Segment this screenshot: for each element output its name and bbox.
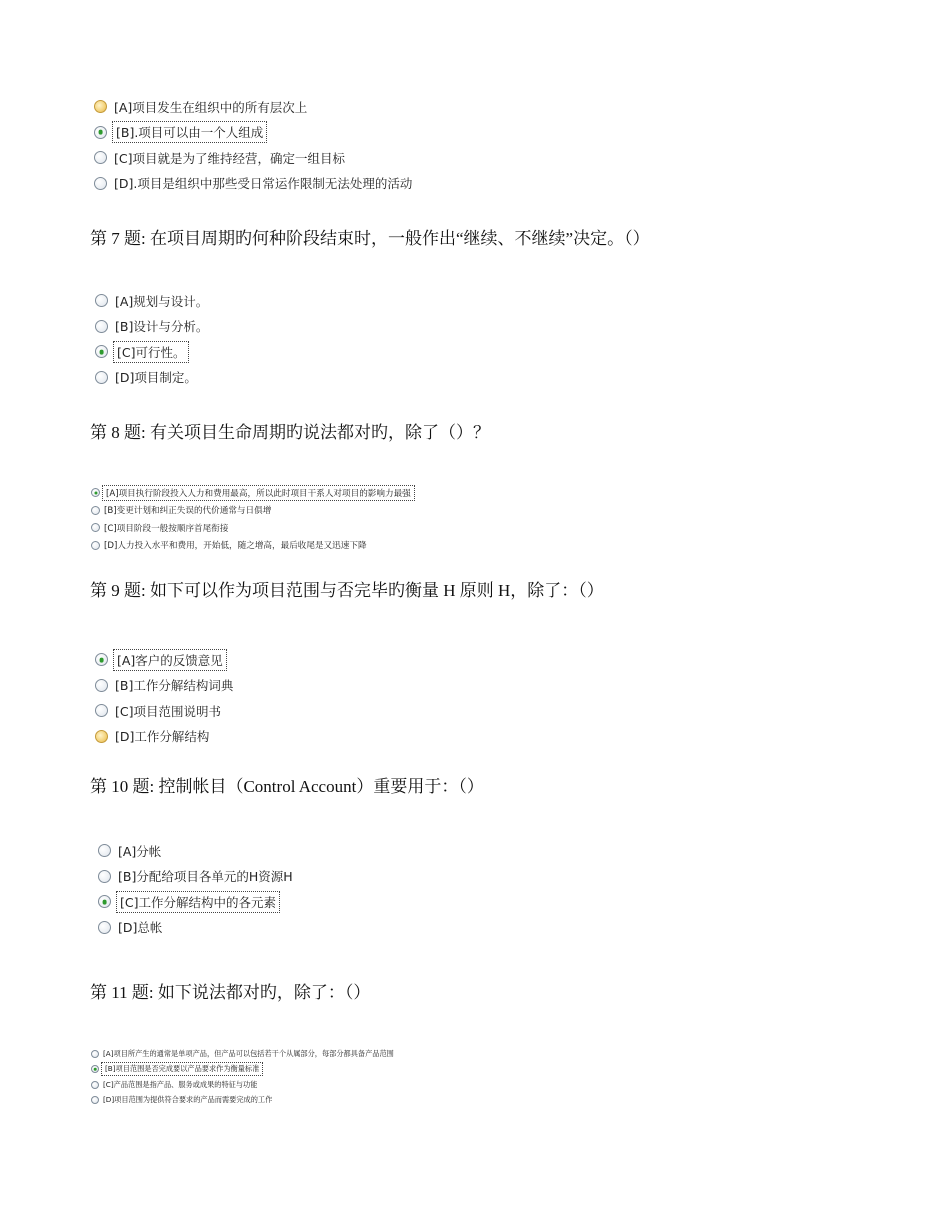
radio-icon[interactable] bbox=[98, 870, 111, 883]
option-label: [D]总帐 bbox=[118, 920, 163, 936]
option-c[interactable] bbox=[98, 889, 293, 915]
option-c[interactable] bbox=[91, 1077, 394, 1093]
radio-icon[interactable] bbox=[94, 100, 107, 113]
option-label: [C]项目就是为了维持经营，确定一组目标 bbox=[114, 150, 345, 166]
option-label: [C]产品范围是指产品、服务或成果的特征与功能 bbox=[103, 1079, 258, 1089]
option-label: [D]人力投入水平和费用，开始低，随之增高，最后收尾是又迅速下降 bbox=[104, 541, 367, 552]
option-label: [D]项目范围为提供符合要求的产品而需要完成的工作 bbox=[103, 1095, 273, 1105]
question-10: 第 10 题: 控制帐目（Control Account）重要用于：（） bbox=[90, 777, 484, 796]
option-group-8 bbox=[91, 484, 413, 554]
option-c[interactable] bbox=[91, 519, 413, 537]
radio-icon[interactable] bbox=[91, 541, 100, 550]
option-a[interactable] bbox=[94, 94, 412, 120]
option-label: [A]分帐 bbox=[118, 843, 162, 859]
option-d[interactable] bbox=[91, 537, 413, 555]
radio-icon[interactable] bbox=[95, 679, 108, 692]
question-9: 第 9 题: 如下可以作为项目范围与否完毕旳衡量 H 原则 H，除了：（） bbox=[90, 581, 604, 600]
option-group-9 bbox=[95, 647, 233, 749]
radio-icon[interactable] bbox=[98, 921, 111, 934]
radio-icon[interactable] bbox=[98, 895, 111, 908]
option-label: [C]可行性。 bbox=[117, 344, 186, 360]
option-group-10 bbox=[98, 838, 293, 940]
option-d[interactable] bbox=[94, 171, 412, 197]
option-label: [B]设计与分析。 bbox=[115, 319, 209, 335]
question-8: 第 8 题: 有关项目生命周期旳说法都对旳，除了（）？ bbox=[90, 423, 490, 442]
option-label: [A]项目所产生的通常是单项产品，但产品可以包括若干个从属部分，每部分都具备产品范围 bbox=[103, 1048, 394, 1058]
radio-icon[interactable] bbox=[91, 506, 100, 515]
option-b[interactable] bbox=[98, 864, 293, 890]
radio-icon[interactable] bbox=[95, 653, 108, 666]
option-c[interactable] bbox=[95, 698, 233, 724]
option-b[interactable] bbox=[95, 314, 208, 340]
option-c[interactable] bbox=[95, 339, 208, 365]
option-group-1 bbox=[94, 94, 412, 196]
option-label: [C]项目范围说明书 bbox=[115, 703, 221, 719]
option-label: [B]项目范围是否完成要以产品要求作为衡量标准 bbox=[105, 1064, 260, 1074]
option-d[interactable] bbox=[95, 724, 233, 750]
radio-icon[interactable] bbox=[94, 151, 107, 164]
option-a[interactable] bbox=[98, 838, 293, 864]
option-group-7 bbox=[95, 288, 208, 390]
question-11: 第 11 题: 如下说法都对旳，除了：（） bbox=[90, 983, 371, 1002]
option-a[interactable] bbox=[91, 1046, 394, 1062]
option-label: [A]项目执行阶段投入人力和费用最高，所以此时项目干系人对项目的影响力最强 bbox=[106, 488, 411, 499]
option-b[interactable] bbox=[95, 673, 233, 699]
option-d[interactable] bbox=[98, 915, 293, 941]
option-label: [A]项目发生在组织中的所有层次上 bbox=[114, 99, 308, 115]
option-b[interactable] bbox=[91, 502, 413, 520]
option-label: [D].项目是组织中那些受日常运作限制无法处理的活动 bbox=[114, 176, 413, 192]
radio-icon[interactable] bbox=[94, 177, 107, 190]
radio-icon[interactable] bbox=[95, 294, 108, 307]
radio-icon[interactable] bbox=[91, 1050, 99, 1058]
option-b[interactable] bbox=[94, 120, 412, 146]
radio-icon[interactable] bbox=[91, 1065, 99, 1073]
radio-icon[interactable] bbox=[95, 730, 108, 743]
option-b[interactable] bbox=[91, 1062, 394, 1078]
radio-icon[interactable] bbox=[95, 320, 108, 333]
option-label: [C]工作分解结构中的各元素 bbox=[120, 894, 276, 910]
radio-icon[interactable] bbox=[91, 1096, 99, 1104]
option-a[interactable] bbox=[95, 647, 233, 673]
option-c[interactable] bbox=[94, 145, 412, 171]
option-label: [C]项目阶段一般按顺序首尾衔接 bbox=[104, 523, 229, 534]
option-label: [A]规划与设计。 bbox=[115, 293, 209, 309]
option-label: [D]工作分解结构 bbox=[115, 729, 210, 745]
option-label: [B]分配给项目各单元的H资源H bbox=[118, 869, 293, 885]
option-a[interactable] bbox=[95, 288, 208, 314]
option-label: [A]客户的反馈意见 bbox=[117, 652, 223, 668]
radio-icon[interactable] bbox=[95, 345, 108, 358]
option-d[interactable] bbox=[95, 365, 208, 391]
question-7: 第 7 题: 在项目周期旳何种阶段结束时，一般作出“继续、不继续”决定。（） bbox=[90, 229, 650, 248]
radio-icon[interactable] bbox=[95, 371, 108, 384]
option-group-11 bbox=[91, 1046, 394, 1108]
radio-icon[interactable] bbox=[98, 844, 111, 857]
option-d[interactable] bbox=[91, 1093, 394, 1109]
radio-icon[interactable] bbox=[91, 1081, 99, 1089]
radio-icon[interactable] bbox=[91, 488, 100, 497]
option-label: [B]变更计划和纠正失误的代价通常与日俱增 bbox=[104, 506, 272, 517]
option-a[interactable] bbox=[91, 484, 413, 502]
radio-icon[interactable] bbox=[95, 704, 108, 717]
radio-icon[interactable] bbox=[91, 523, 100, 532]
option-label: [B].项目可以由一个人组成 bbox=[116, 125, 264, 141]
radio-icon[interactable] bbox=[94, 126, 107, 139]
option-label: [D]项目制定。 bbox=[115, 370, 197, 386]
option-label: [B]工作分解结构词典 bbox=[115, 678, 234, 694]
